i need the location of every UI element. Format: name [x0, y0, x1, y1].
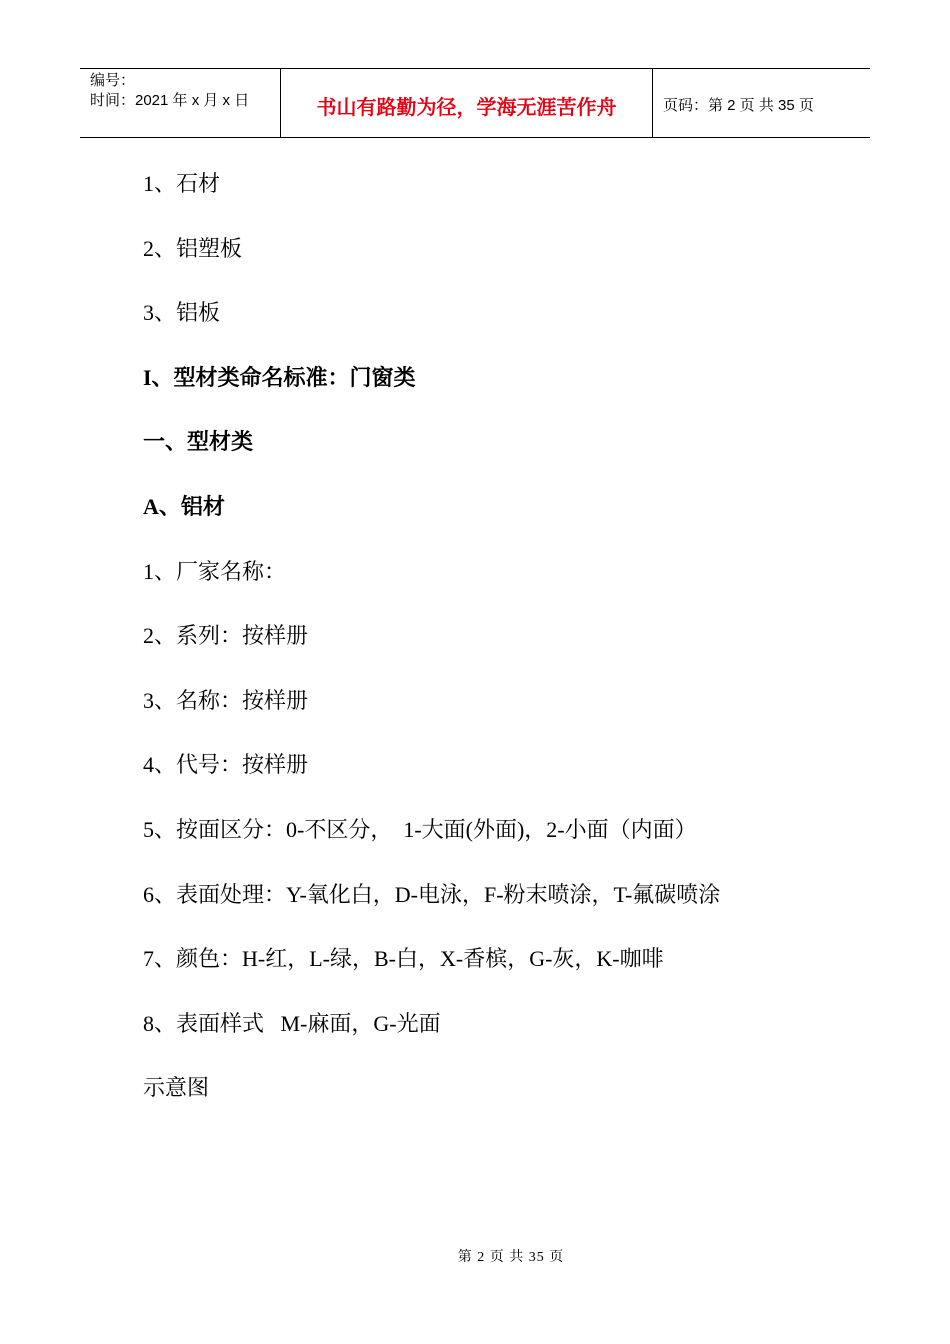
body-line-color: 7、颜色：H-红，L-绿，B-白，X-香槟，G-灰，K-咖啡 [143, 946, 664, 972]
section-heading-aluminum: A、铝材 [143, 493, 225, 519]
body-line-surface-treatment: 6、表面处理：Y-氧化白，D-电泳，F-粉末喷涂，T-氟碳喷涂 [143, 881, 721, 907]
body-line-aluminum-composite: 2、铝塑板 [143, 235, 243, 261]
page-header [80, 68, 870, 138]
body-line-series: 2、系列：按样册 [143, 623, 309, 649]
body-line-name: 3、名称：按样册 [143, 687, 309, 713]
document-body [143, 166, 863, 1135]
page-footer: 第 2 页 共 35 页 [457, 1250, 565, 1265]
body-line-code: 4、代号：按样册 [143, 752, 309, 778]
body-line-stone: 1、石材 [143, 171, 221, 196]
section-heading-profiles: 一、型材类 [143, 429, 254, 455]
header-page-info: 页码：第 2 页 共 35 页 [663, 96, 814, 114]
document-number-label: 编号： [90, 72, 136, 89]
header-motto: 书山有路勤为径，学海无涯苦作舟 [281, 69, 653, 137]
body-line-aluminum-panel: 3、铝板 [143, 300, 221, 326]
section-heading-naming-standard: I、型材类命名标准：门窗类 [143, 364, 416, 390]
body-line-face-distinction: 5、按面区分：0-不区分， 1-大面(外面)，2-小面（内面） [143, 816, 697, 842]
body-line-surface-style: 8、表面样式 M-麻面，G-光面 [143, 1010, 441, 1036]
body-line-manufacturer: 1、厂家名称： [143, 558, 287, 584]
header-meta-cell [80, 69, 281, 137]
body-line-diagram-caption: 示意图 [143, 1075, 210, 1101]
document-date-label: 时间：2021 年 x 月 x 日 [90, 92, 250, 109]
